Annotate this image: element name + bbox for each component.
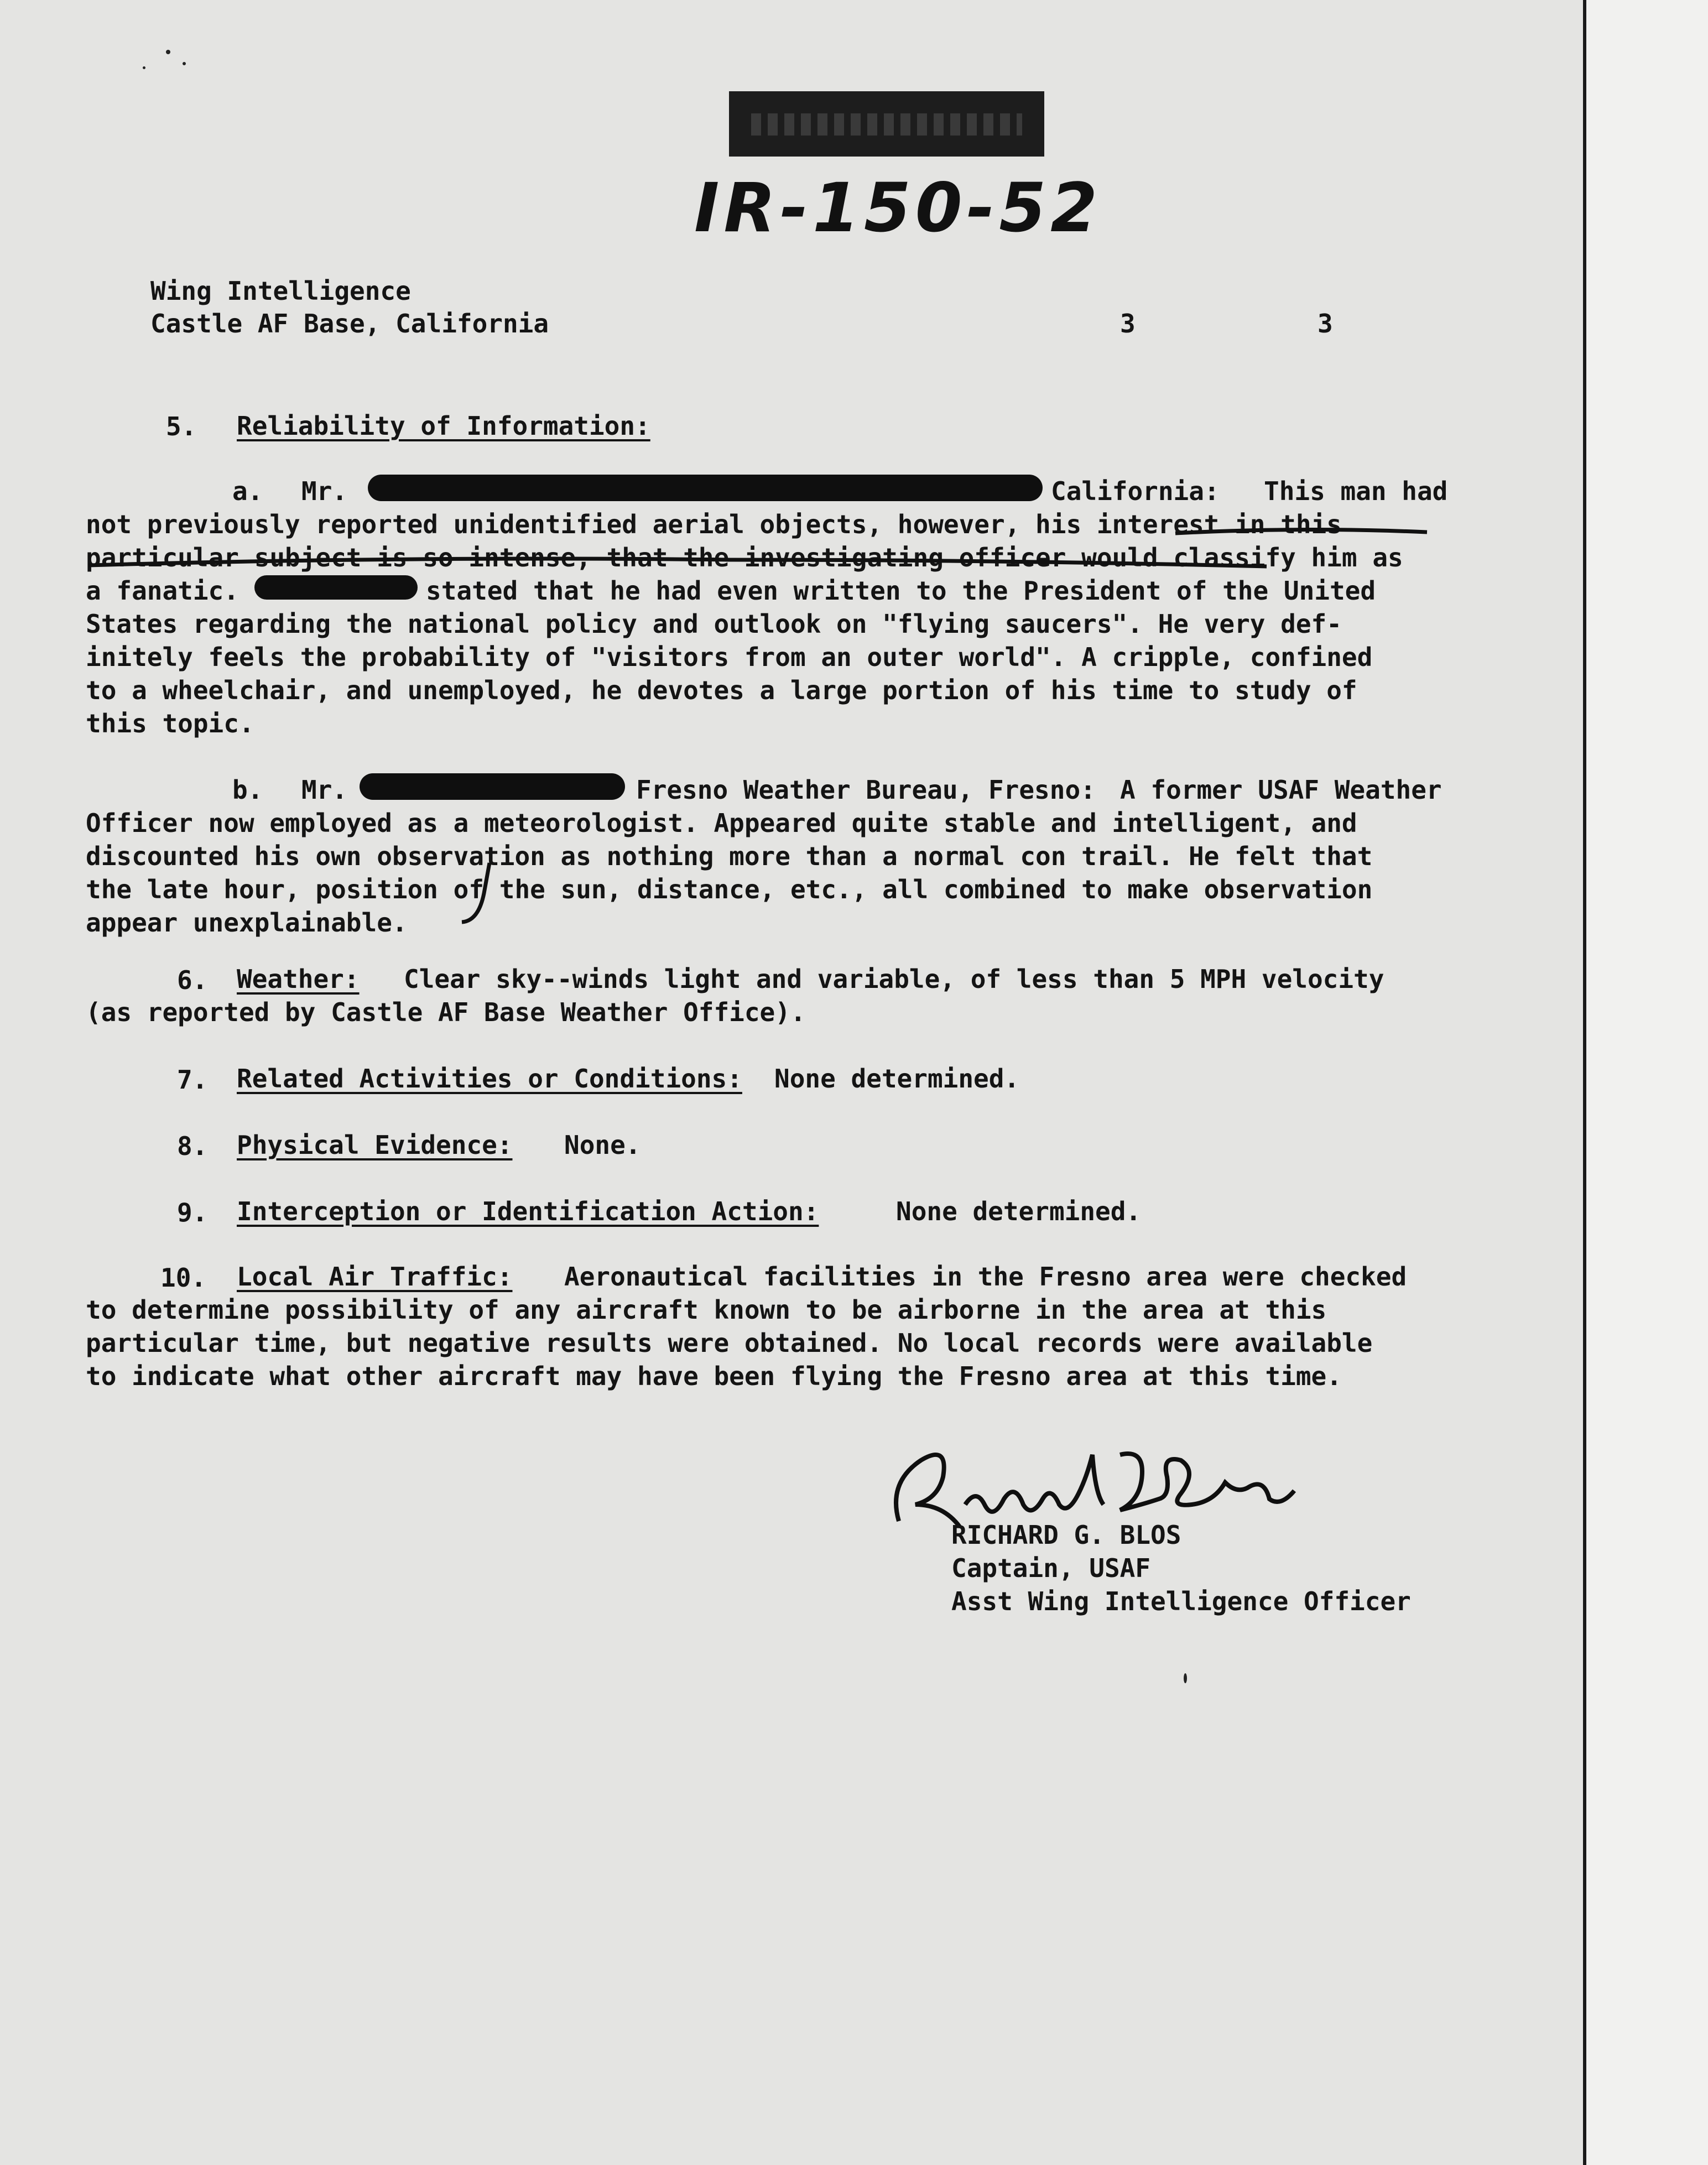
scan-speck [166, 50, 170, 54]
page-mark: 3 [1120, 309, 1136, 339]
paragraph-line: initely feels the probability of "visitors from an outer world". A cripple, confined [86, 642, 1373, 672]
page-margin [1586, 0, 1708, 2165]
section-text: Clear sky--winds light and variable, of less than 5 MPH velocity [404, 964, 1384, 994]
section-text: None determined. [774, 1064, 1020, 1094]
section-text: None. [564, 1130, 641, 1160]
section-number: 5. [166, 412, 197, 441]
redaction-bar [368, 475, 1043, 501]
witness-title: Mr. [301, 476, 348, 506]
signer-title: Asst Wing Intelligence Officer [951, 1586, 1411, 1616]
report-id: IR-150-52 [694, 169, 1102, 247]
scan-speck [183, 62, 186, 65]
subsection-label: a. [232, 476, 263, 506]
section-heading: Weather: [237, 964, 360, 994]
handwritten-check-mark [451, 860, 495, 927]
paragraph-line: to indicate what other aircraft may have been flying the Fresno area at this time. [86, 1361, 1342, 1391]
paragraph-line: a fanatic. [86, 576, 239, 606]
paragraph-line: States regarding the national policy and outlook on "flying saucers". He very def- [86, 609, 1342, 639]
redacted-classification-stamp [729, 91, 1044, 157]
handwritten-underline-mark [83, 525, 1455, 586]
section-number: 8. [177, 1131, 208, 1161]
section-heading: Reliability of Information: [237, 411, 650, 441]
paragraph-line: discounted his own observation as nothing more than a normal con trail. He felt that [86, 841, 1373, 871]
witness-location: California: [1051, 476, 1220, 506]
page-edge-line [1583, 0, 1586, 2165]
paragraph-line: stated that he had even written to the President of the United [426, 576, 1376, 606]
section-heading: Interception or Identification Action: [237, 1196, 819, 1226]
paragraph-line: Officer now employed as a meteorologist. Appeared quite stable and intelligent, and [86, 808, 1357, 838]
witness-affiliation: Fresno Weather Bureau, Fresno: [636, 775, 1096, 805]
page-mark: 3 [1318, 309, 1333, 339]
paragraph-line: the late hour, position of the sun, distance, etc., all combined to make observation [86, 875, 1373, 904]
section-number: 9. [177, 1198, 208, 1227]
paragraph-line: particular subject is so intense, that the investigating officer would classify him as [86, 543, 1403, 573]
scan-speck [1184, 1673, 1187, 1683]
paragraph-line: not previously reported unidentified aerial objects, however, his interest in this [86, 509, 1342, 539]
paragraph-line: particular time, but negative results were obtained. No local records were available [86, 1328, 1373, 1358]
redaction-bar [360, 773, 625, 800]
header-unit: Wing Intelligence [150, 276, 411, 306]
section-text: (as reported by Castle AF Base Weather Office). [86, 997, 806, 1027]
section-number: 7. [177, 1065, 208, 1095]
header-location: Castle AF Base, California [150, 309, 549, 339]
paragraph-line: appear unexplainable. [86, 908, 408, 938]
scan-speck [143, 66, 145, 69]
paragraph-lead: A former USAF Weather [1120, 775, 1442, 805]
signer-rank: Captain, USAF [951, 1553, 1151, 1583]
paragraph-lead: Aeronautical facilities in the Fresno area were checked [564, 1262, 1407, 1292]
paragraph-line: to determine possibility of any aircraft known to be airborne in the area at this [86, 1295, 1327, 1325]
witness-title: Mr. [301, 775, 348, 805]
subsection-label: b. [232, 775, 263, 805]
paragraph-line: to a wheelchair, and unemployed, he devotes a large portion of his time to study of [86, 675, 1357, 705]
paragraph-line: this topic. [86, 709, 254, 738]
section-text: None determined. [896, 1196, 1142, 1226]
signer-name: RICHARD G. BLOS [951, 1520, 1181, 1550]
paragraph-lead: This man had [1264, 476, 1448, 506]
section-number: 10. [160, 1263, 207, 1293]
section-number: 6. [177, 965, 208, 995]
section-heading: Related Activities or Conditions: [237, 1064, 742, 1094]
section-heading: Local Air Traffic: [237, 1262, 513, 1292]
section-heading: Physical Evidence: [237, 1130, 513, 1160]
